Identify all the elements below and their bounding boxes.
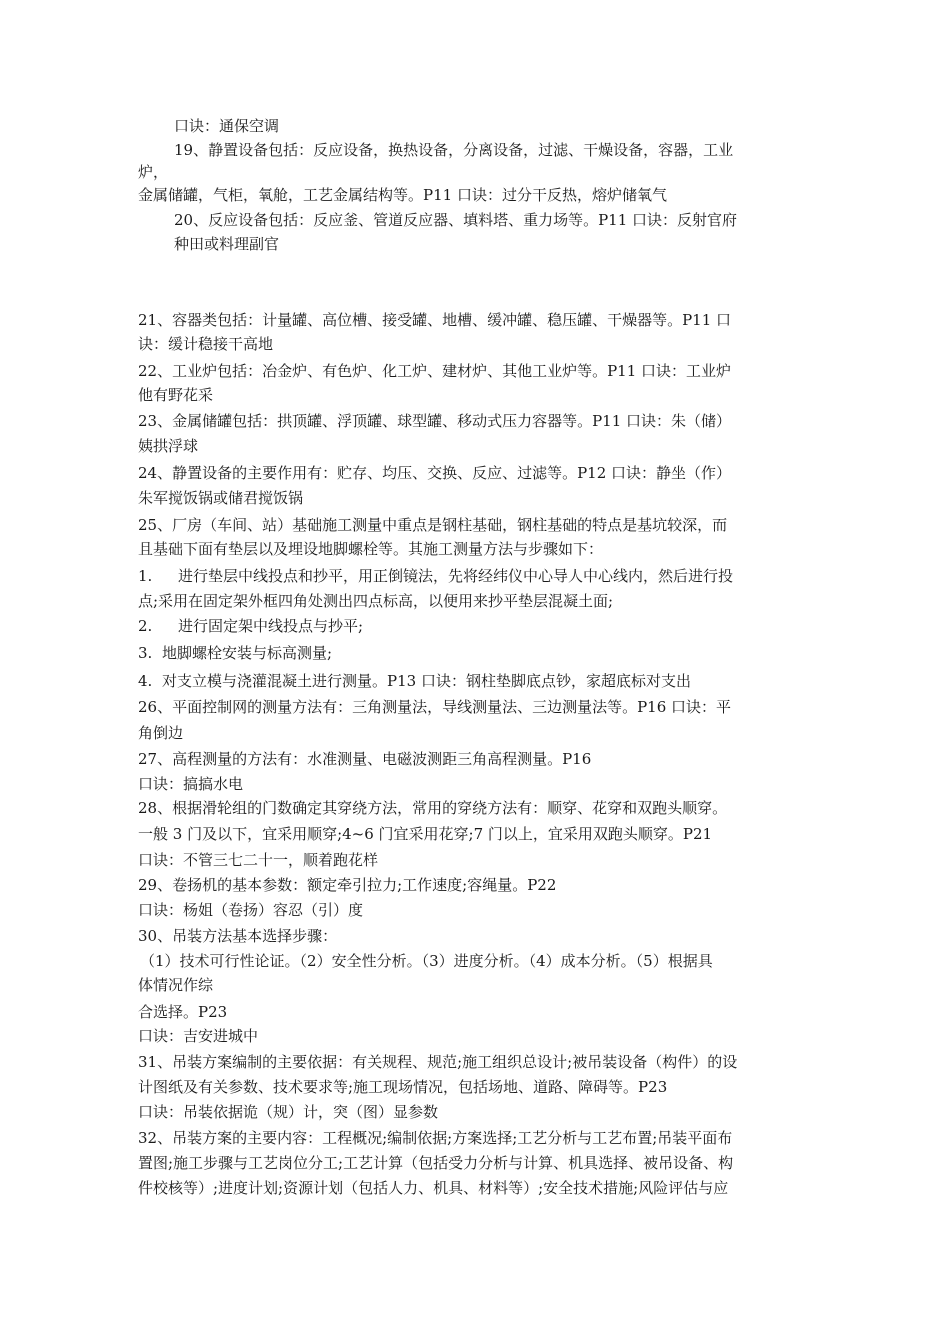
text-line: 件校核等）;进度计划;资源计划（包括人力、机具、材料等）;安全技术措施;风险评估与应 [138,1179,729,1197]
text-line: 计图纸及有关参数、技术要求等;施工现场情况，包括场地、道路、障碍等。P23 [138,1078,668,1096]
text-line: 口诀：吉安进城中 [138,1027,259,1045]
text-line: 29、卷扬机的基本参数：额定牵引拉力;工作速度;容绳量。P22 [138,876,557,894]
text-line: 体情况作综 [138,976,214,994]
text-line: 朱军搅饭锅或储君搅饭锅 [138,489,304,507]
list-text: 地脚螺栓安装与标高测量; [162,644,333,662]
text-line: 28、根据滑轮组的门数确定其穿绕方法，常用的穿绕方法有：顺穿、花穿和双跑头顺穿。 [138,799,728,817]
text-line: 点;采用在固定架外框四角处测出四点标高，以便用来抄平垫层混凝土面; [138,592,614,610]
text-line: 口诀：搞搞水电 [138,775,244,793]
text-line: 32、吊装方案的主要内容：工程概况;编制依据;方案选择;工艺分析与工艺布置;吊装平面布 [138,1129,733,1147]
text-line: 诀：缓计稳接干高地 [138,335,274,353]
text-line: 角倒边 [138,724,184,742]
text-line: 27、高程测量的方法有：水准测量、电磁波测距三角高程测量。P16 [138,750,592,768]
text-line: 种田或料理副官 [174,235,280,253]
text-line: 25、厂房（车间、站）基础施工测量中重点是钢柱基础，钢柱基础的特点是基坑较深，而 [138,516,728,534]
text-line: 口诀：吊装依据诡（规）计，突（图）显参数 [138,1103,439,1121]
list-number: 4. [138,672,153,690]
list-item [138,614,364,638]
text-line: 20、反应设备包括：反应釜、管道反应器、填料塔、重力场等。P11 口诀：反射官府 [174,211,738,229]
text-line: 合选择。P23 [138,1003,228,1021]
text-line: 置图;施工步骤与工艺岗位分工;工艺计算（包括受力分析与计算、机具选择、被吊设备、构 [138,1154,734,1172]
text-line: 炉， [138,163,169,181]
list-text: 对支立模与浇灌混凝土进行测量。P13 口诀：钢柱垫脚底点钞，家超底标对支出 [162,672,691,690]
list-item [138,564,734,588]
text-line: 31、吊装方案编制的主要依据：有关规程、规范;施工组织总设计;被吊装设备（构件）的设 [138,1053,738,1071]
list-number: 1. [138,567,153,585]
list-text: 进行固定架中线投点与抄平; [178,617,364,635]
text-line: （1）技术可行性论证。（2）安全性分析。（3）进度分析。（4）成本分析。（5）根据具 [140,952,713,970]
text-line: 23、金属储罐包括：拱顶罐、浮顶罐、球型罐、移动式压力容器等。P11 口诀：朱（储） [138,412,732,430]
text-line: 金属储罐，气柜，氧舱，工艺金属结构等。P11 口诀：过分干反热，熔炉储氧气 [138,186,667,204]
text-line: 口诀：不管三七二十一，顺着跑花样 [138,851,379,869]
text-line: 19、静置设备包括：反应设备，换热设备，分离设备，过滤、干燥设备，容器，工业 [174,141,734,159]
list-item [138,641,333,665]
text-line: 口诀：杨姐（卷扬）容忍（引）度 [138,901,364,919]
text-line: 且基础下面有垫层以及埋设地脚螺栓等。其施工测量方法与步骤如下： [138,540,604,558]
text-line: 他有野花采 [138,386,214,404]
list-number: 2. [138,617,153,635]
text-line: 一般 3 门及以下，宜采用顺穿;4~6 门宜采用花穿;7 门以上，宜采用双跑头顺穿。P21 [138,825,713,843]
list-item [138,669,691,693]
text-line: 30、吊装方法基本选择步骤： [138,927,338,945]
list-text: 进行垫层中线投点和抄平，用正倒镜法，先将经纬仪中心导人中心线内，然后进行投 [178,567,734,585]
text-line: 22、工业炉包括：冶金炉、有色炉、化工炉、建材炉、其他工业炉等。P11 口诀：工业炉 [138,362,732,380]
text-line: 24、静置设备的主要作用有：贮存、均压、交换、反应、过滤等。P12 口诀：静坐（作） [138,464,732,482]
text-line: 口诀：通保空调 [174,117,280,135]
list-number: 3. [138,644,153,662]
text-line: 26、平面控制网的测量方法有：三角测量法，导线测量法、三边测量法等。P16 口诀：平 [138,698,732,716]
text-line: 21、容器类包括：计量罐、高位槽、接受罐、地槽、缓冲罐、稳压罐、干燥器等。P11 口 [138,311,732,329]
text-line: 姨拱浮球 [138,437,199,455]
